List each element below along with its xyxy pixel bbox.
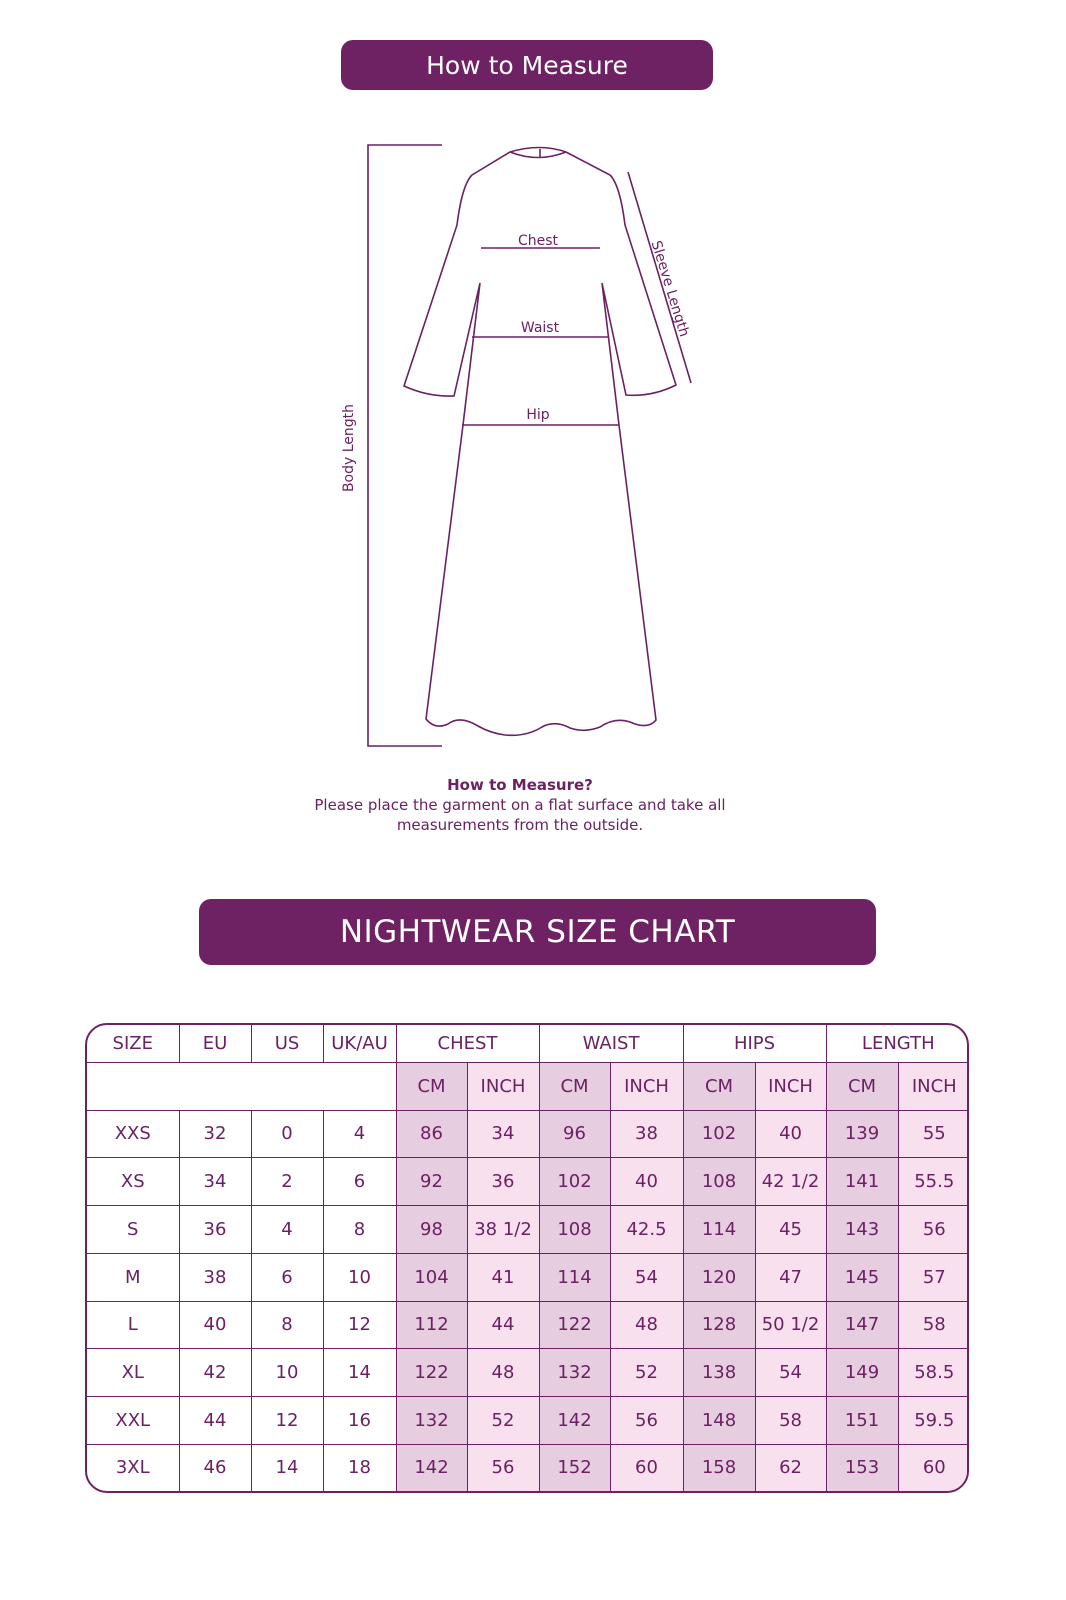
cell-waist-inch: 54	[610, 1253, 683, 1301]
cell-eu: 32	[179, 1110, 251, 1158]
body-length-bracket	[368, 145, 442, 746]
header-hips: HIPS	[683, 1025, 826, 1062]
header-row	[87, 1025, 969, 1062]
cell-length-cm: 141	[826, 1158, 898, 1206]
sub-header-hips-cm: CM	[683, 1062, 755, 1110]
cell-hips-inch: 47	[755, 1253, 826, 1301]
cell-length-inch: 60	[898, 1444, 969, 1491]
sleeve-length-label: Sleeve Length	[647, 238, 693, 339]
cell-size: XL	[87, 1349, 179, 1397]
cell-us: 12	[251, 1397, 323, 1445]
cell-chest-inch: 48	[467, 1349, 539, 1397]
cell-length-inch: 55	[898, 1110, 969, 1158]
cell-length-cm: 143	[826, 1206, 898, 1254]
cell-eu: 38	[179, 1253, 251, 1301]
cell-length-cm: 139	[826, 1110, 898, 1158]
cell-length-inch: 56	[898, 1206, 969, 1254]
cell-chest-cm: 86	[396, 1110, 467, 1158]
how-to-measure-banner: How to Measure	[341, 40, 713, 90]
cell-hips-cm: 138	[683, 1349, 755, 1397]
cell-waist-inch: 40	[610, 1158, 683, 1206]
cell-eu: 34	[179, 1158, 251, 1206]
body-length-label: Body Length	[341, 403, 357, 493]
cell-waist-cm: 132	[539, 1349, 610, 1397]
cell-length-inch: 57	[898, 1253, 969, 1301]
cell-chest-cm: 92	[396, 1158, 467, 1206]
header-chest: CHEST	[396, 1025, 539, 1062]
cell-chest-cm: 104	[396, 1253, 467, 1301]
sub-header-waist-inch: INCH	[610, 1062, 683, 1110]
cell-length-cm: 149	[826, 1349, 898, 1397]
cell-size: XXS	[87, 1110, 179, 1158]
cell-chest-cm: 122	[396, 1349, 467, 1397]
cell-uk-au: 12	[323, 1301, 396, 1349]
cell-waist-inch: 56	[610, 1397, 683, 1445]
cell-uk-au: 18	[323, 1444, 396, 1491]
cell-eu: 36	[179, 1206, 251, 1254]
cell-waist-cm: 122	[539, 1301, 610, 1349]
cell-uk-au: 4	[323, 1110, 396, 1158]
cell-chest-cm: 132	[396, 1397, 467, 1445]
cell-eu: 46	[179, 1444, 251, 1491]
instructions-line-1: Please place the garment on a flat surface and take all	[314, 796, 726, 814]
cell-eu: 44	[179, 1397, 251, 1445]
cell-hips-cm: 108	[683, 1158, 755, 1206]
cell-waist-inch: 42.5	[610, 1206, 683, 1254]
cell-chest-cm: 98	[396, 1206, 467, 1254]
garment-diagram	[330, 135, 710, 755]
sub-header-hips-inch: INCH	[755, 1062, 826, 1110]
instructions-line-2: measurements from the outside.	[396, 816, 644, 834]
cell-hips-inch: 58	[755, 1397, 826, 1445]
waist-label: Waist	[520, 320, 560, 336]
cell-hips-cm: 120	[683, 1253, 755, 1301]
cell-length-inch: 59.5	[898, 1397, 969, 1445]
table-row	[87, 1349, 969, 1397]
cell-uk-au: 6	[323, 1158, 396, 1206]
cell-waist-inch: 60	[610, 1444, 683, 1491]
cell-length-cm: 145	[826, 1253, 898, 1301]
header-size: SIZE	[87, 1025, 179, 1062]
header-length: LENGTH	[826, 1025, 969, 1062]
header-us: US	[251, 1025, 323, 1062]
cell-us: 0	[251, 1110, 323, 1158]
cell-waist-inch: 48	[610, 1301, 683, 1349]
cell-size: S	[87, 1206, 179, 1254]
hip-label: Hip	[526, 407, 550, 423]
cell-chest-inch: 41	[467, 1253, 539, 1301]
cell-hips-cm: 114	[683, 1206, 755, 1254]
cell-eu: 42	[179, 1349, 251, 1397]
cell-chest-cm: 112	[396, 1301, 467, 1349]
cell-hips-cm: 102	[683, 1110, 755, 1158]
sub-header-chest-cm: CM	[396, 1062, 467, 1110]
table-row	[87, 1110, 969, 1158]
cell-size: M	[87, 1253, 179, 1301]
cell-size: 3XL	[87, 1444, 179, 1491]
cell-chest-inch: 36	[467, 1158, 539, 1206]
cell-length-cm: 153	[826, 1444, 898, 1491]
table-row	[87, 1206, 969, 1254]
size-chart-banner: NIGHTWEAR SIZE CHART	[199, 899, 876, 965]
cell-size: XXL	[87, 1397, 179, 1445]
cell-length-cm: 151	[826, 1397, 898, 1445]
cell-waist-cm: 102	[539, 1158, 610, 1206]
cell-us: 10	[251, 1349, 323, 1397]
cell-hips-inch: 54	[755, 1349, 826, 1397]
instructions-body	[260, 795, 780, 835]
cell-us: 4	[251, 1206, 323, 1254]
cell-length-inch: 58.5	[898, 1349, 969, 1397]
cell-chest-inch: 34	[467, 1110, 539, 1158]
table-row	[87, 1444, 969, 1491]
cell-us: 6	[251, 1253, 323, 1301]
cell-uk-au: 14	[323, 1349, 396, 1397]
cell-uk-au: 16	[323, 1397, 396, 1445]
table-row	[87, 1158, 969, 1206]
sub-header-length-cm: CM	[826, 1062, 898, 1110]
cell-length-inch: 58	[898, 1301, 969, 1349]
cell-us: 2	[251, 1158, 323, 1206]
cell-hips-inch: 42 1/2	[755, 1158, 826, 1206]
cell-uk-au: 10	[323, 1253, 396, 1301]
cell-waist-cm: 108	[539, 1206, 610, 1254]
header-eu: EU	[179, 1025, 251, 1062]
neckline	[510, 152, 566, 158]
cell-waist-inch: 38	[610, 1110, 683, 1158]
cell-chest-inch: 44	[467, 1301, 539, 1349]
cell-eu: 40	[179, 1301, 251, 1349]
sub-header-row	[87, 1062, 969, 1110]
cell-uk-au: 8	[323, 1206, 396, 1254]
sub-header-length-inch: INCH	[898, 1062, 969, 1110]
cell-waist-cm: 152	[539, 1444, 610, 1491]
cell-chest-inch: 38 1/2	[467, 1206, 539, 1254]
cell-hips-cm: 148	[683, 1397, 755, 1445]
cell-waist-cm: 142	[539, 1397, 610, 1445]
cell-waist-inch: 52	[610, 1349, 683, 1397]
sub-header-chest-inch: INCH	[467, 1062, 539, 1110]
cell-hips-inch: 45	[755, 1206, 826, 1254]
table-row	[87, 1253, 969, 1301]
instructions-title: How to Measure?	[447, 776, 593, 794]
cell-hips-cm: 158	[683, 1444, 755, 1491]
cell-us: 14	[251, 1444, 323, 1491]
cell-hips-inch: 50 1/2	[755, 1301, 826, 1349]
cell-hips-inch: 40	[755, 1110, 826, 1158]
size-chart-table	[85, 1023, 969, 1493]
header-uk-au: UK/AU	[323, 1025, 396, 1062]
cell-length-cm: 147	[826, 1301, 898, 1349]
cell-chest-inch: 56	[467, 1444, 539, 1491]
chest-label: Chest	[517, 233, 559, 249]
cell-chest-inch: 52	[467, 1397, 539, 1445]
table-row	[87, 1301, 969, 1349]
cell-waist-cm: 96	[539, 1110, 610, 1158]
cell-us: 8	[251, 1301, 323, 1349]
header-waist: WAIST	[539, 1025, 683, 1062]
cell-size: L	[87, 1301, 179, 1349]
sub-header-waist-cm: CM	[539, 1062, 610, 1110]
cell-waist-cm: 114	[539, 1253, 610, 1301]
cell-size: XS	[87, 1158, 179, 1206]
measure-instructions	[260, 775, 780, 835]
table-row	[87, 1397, 969, 1445]
cell-hips-inch: 62	[755, 1444, 826, 1491]
sub-header-blank	[87, 1062, 396, 1110]
cell-hips-cm: 128	[683, 1301, 755, 1349]
cell-length-inch: 55.5	[898, 1158, 969, 1206]
cell-chest-cm: 142	[396, 1444, 467, 1491]
